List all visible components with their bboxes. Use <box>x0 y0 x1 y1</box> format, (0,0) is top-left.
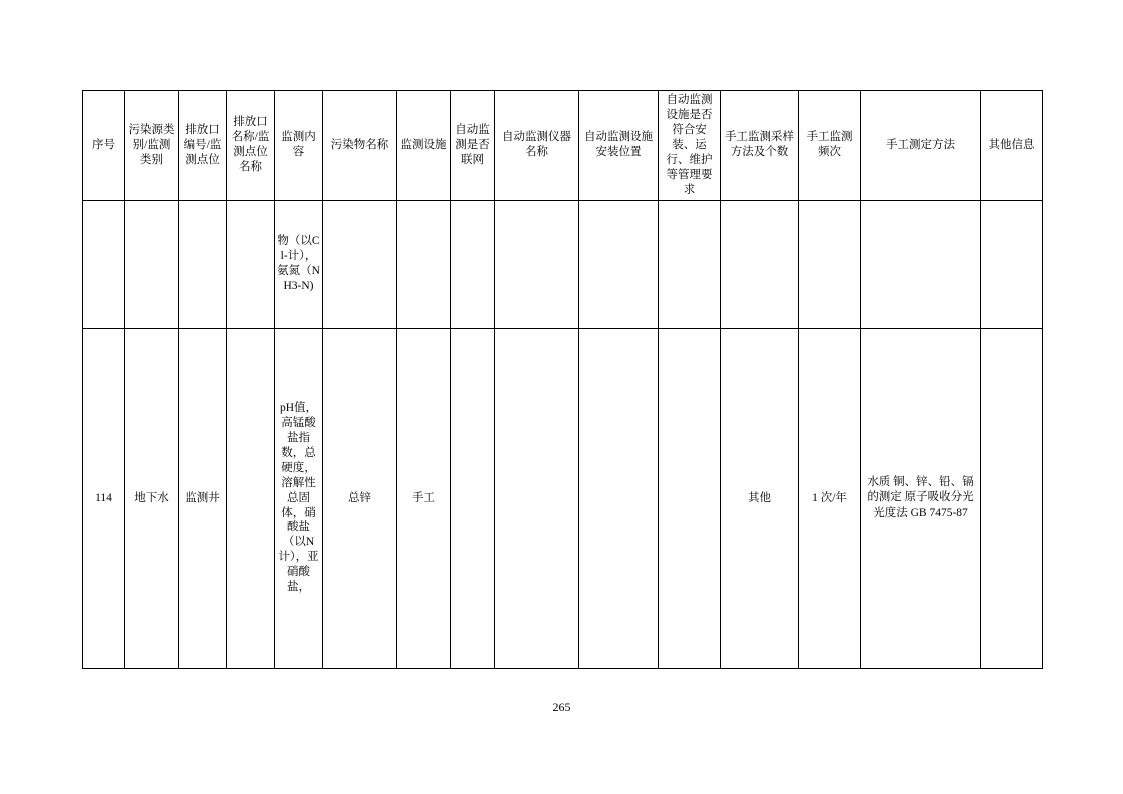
column-header-index: 序号 <box>83 91 125 201</box>
table-row <box>83 328 1043 668</box>
column-header-monitoring-content: 监测内容 <box>275 91 323 201</box>
cell-auto-compliance <box>659 200 721 328</box>
cell-source-category: 地下水 <box>125 328 179 668</box>
cell-manual-test-method: 水质 铜、锌、铅、镉的测定 原子吸收分光光度法 GB 7475-87 <box>861 328 981 668</box>
cell-monitoring-facility: 手工 <box>397 328 451 668</box>
column-header-monitoring-facility: 监测设施 <box>397 91 451 201</box>
column-header-auto-compliance: 自动监测设施是否符合安装、运行、维护等管理要求 <box>659 91 721 201</box>
cell-other-info <box>981 328 1043 668</box>
column-header-auto-instrument-name: 自动监测仪器名称 <box>495 91 579 201</box>
page-number: 265 <box>552 700 571 714</box>
cell-auto-install-location <box>579 328 659 668</box>
column-header-other-info: 其他信息 <box>981 91 1043 201</box>
monitoring-table-container <box>82 90 1042 669</box>
table-header-row <box>83 91 1043 201</box>
cell-outlet-code: 监测井 <box>179 328 227 668</box>
column-header-outlet-code: 排放口编号/监测点位 <box>179 91 227 201</box>
cell-auto-compliance <box>659 328 721 668</box>
cell-auto-instrument-name <box>495 200 579 328</box>
cell-manual-sampling-method: 其他 <box>721 328 799 668</box>
cell-pollutant-name: 总锌 <box>323 328 397 668</box>
cell-index <box>83 200 125 328</box>
column-header-manual-test-method: 手工测定方法 <box>861 91 981 201</box>
cell-other-info <box>981 200 1043 328</box>
column-header-auto-install-location: 自动监测设施安装位置 <box>579 91 659 201</box>
cell-pollutant-name <box>323 200 397 328</box>
cell-outlet-name <box>227 328 275 668</box>
column-header-pollutant-name: 污染物名称 <box>323 91 397 201</box>
cell-auto-networked <box>451 200 495 328</box>
cell-index: 114 <box>83 328 125 668</box>
column-header-source-category: 污染源类别/监测类别 <box>125 91 179 201</box>
cell-monitoring-content: 物（以Cl-计），氨氮（NH3-N) <box>275 200 323 328</box>
column-header-auto-networked: 自动监测是否联网 <box>451 91 495 201</box>
cell-auto-install-location <box>579 200 659 328</box>
column-header-manual-sampling-method: 手工监测采样方法及个数 <box>721 91 799 201</box>
cell-monitoring-content: pH值，高锰酸盐指数，总硬度，溶解性总固体，硝酸盐（以N计），亚硝酸盐， <box>275 328 323 668</box>
cell-monitoring-facility <box>397 200 451 328</box>
cell-manual-test-method <box>861 200 981 328</box>
cell-source-category <box>125 200 179 328</box>
column-header-manual-frequency: 手工监测频次 <box>799 91 861 201</box>
column-header-outlet-name: 排放口名称/监测点位名称 <box>227 91 275 201</box>
cell-auto-instrument-name <box>495 328 579 668</box>
cell-auto-networked <box>451 328 495 668</box>
monitoring-table <box>82 90 1043 669</box>
cell-outlet-name <box>227 200 275 328</box>
cell-manual-frequency <box>799 200 861 328</box>
cell-outlet-code <box>179 200 227 328</box>
cell-manual-sampling-method <box>721 200 799 328</box>
cell-manual-frequency: 1 次/年 <box>799 328 861 668</box>
table-row <box>83 200 1043 328</box>
